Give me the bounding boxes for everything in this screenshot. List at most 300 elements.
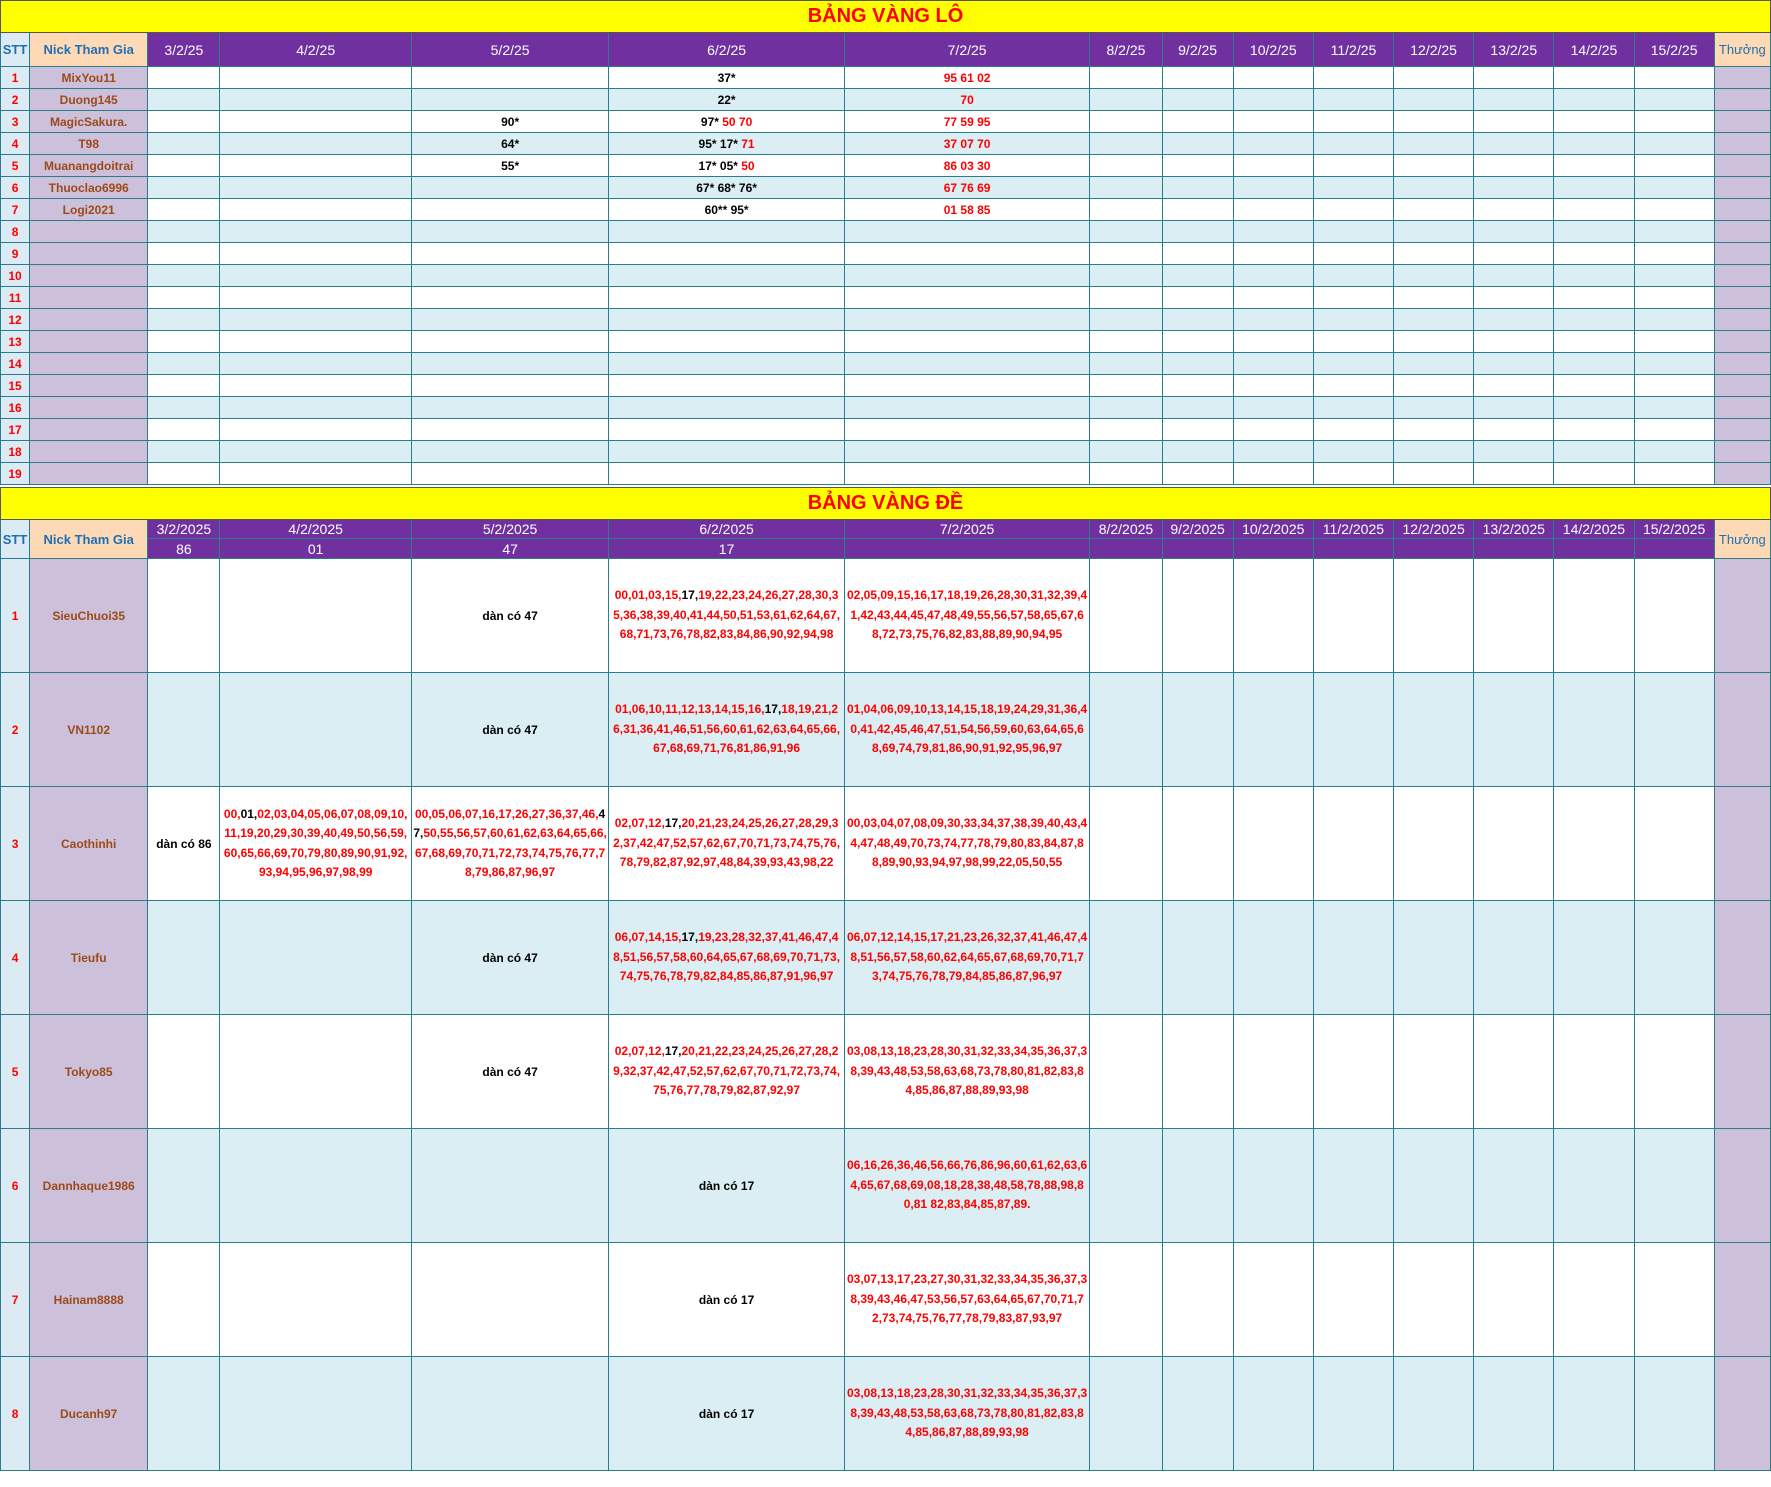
de-pick-cell[interactable] bbox=[1313, 901, 1393, 1015]
lo-pick-cell[interactable] bbox=[1394, 221, 1474, 243]
lo-pick-cell[interactable] bbox=[1394, 375, 1474, 397]
lo-pick-cell[interactable] bbox=[411, 331, 608, 353]
lo-pick-cell[interactable] bbox=[1554, 221, 1634, 243]
lo-pick-cell[interactable] bbox=[1090, 463, 1162, 485]
de-pick-cell[interactable] bbox=[844, 1357, 1090, 1471]
reward-cell[interactable] bbox=[1714, 901, 1770, 1015]
lo-pick-cell[interactable] bbox=[1162, 287, 1233, 309]
reward-cell[interactable] bbox=[1714, 463, 1770, 485]
lo-pick-cell[interactable] bbox=[1634, 331, 1714, 353]
lo-pick-cell[interactable] bbox=[220, 221, 411, 243]
lo-pick-cell[interactable] bbox=[844, 67, 1090, 89]
lo-pick-cell[interactable] bbox=[1554, 419, 1634, 441]
de-pick-cell[interactable] bbox=[411, 559, 608, 673]
de-pick-cell[interactable] bbox=[1634, 1357, 1714, 1471]
lo-pick-cell[interactable] bbox=[1634, 463, 1714, 485]
lo-pick-cell[interactable] bbox=[1233, 243, 1313, 265]
lo-pick-cell[interactable] bbox=[1554, 309, 1634, 331]
lo-pick-cell[interactable] bbox=[1233, 133, 1313, 155]
lo-pick-cell[interactable] bbox=[1394, 177, 1474, 199]
lo-pick-cell[interactable] bbox=[411, 397, 608, 419]
player-nick[interactable]: Duong145 bbox=[30, 89, 148, 111]
lo-pick-cell[interactable] bbox=[1554, 199, 1634, 221]
lo-pick-cell[interactable] bbox=[1233, 155, 1313, 177]
lo-pick-cell[interactable] bbox=[1090, 111, 1162, 133]
lo-pick-cell[interactable] bbox=[1313, 133, 1393, 155]
de-pick-cell[interactable] bbox=[1394, 1015, 1474, 1129]
lo-pick-cell[interactable] bbox=[1634, 177, 1714, 199]
lo-pick-cell[interactable] bbox=[1634, 265, 1714, 287]
de-pick-cell[interactable] bbox=[220, 1243, 411, 1357]
de-pick-cell[interactable] bbox=[1233, 1243, 1313, 1357]
reward-cell[interactable] bbox=[1714, 559, 1770, 673]
lo-pick-cell[interactable] bbox=[1554, 67, 1634, 89]
lo-pick-cell[interactable] bbox=[609, 265, 845, 287]
lo-pick-cell[interactable] bbox=[1474, 287, 1554, 309]
de-pick-cell[interactable] bbox=[1162, 1129, 1233, 1243]
lo-pick-cell[interactable] bbox=[220, 155, 411, 177]
reward-cell[interactable] bbox=[1714, 309, 1770, 331]
de-pick-cell[interactable] bbox=[148, 1129, 220, 1243]
de-pick-cell[interactable] bbox=[1162, 1357, 1233, 1471]
lo-pick-cell[interactable] bbox=[1090, 419, 1162, 441]
lo-pick-cell[interactable] bbox=[411, 111, 608, 133]
lo-pick-cell[interactable] bbox=[148, 265, 220, 287]
lo-pick-cell[interactable] bbox=[1554, 331, 1634, 353]
lo-pick-cell[interactable] bbox=[411, 463, 608, 485]
player-nick[interactable] bbox=[30, 265, 148, 287]
de-pick-cell[interactable] bbox=[1474, 1015, 1554, 1129]
player-nick[interactable] bbox=[30, 397, 148, 419]
reward-cell[interactable] bbox=[1714, 287, 1770, 309]
de-pick-cell[interactable] bbox=[1090, 673, 1162, 787]
lo-pick-cell[interactable] bbox=[411, 375, 608, 397]
player-nick[interactable]: VN1102 bbox=[30, 673, 148, 787]
lo-pick-cell[interactable] bbox=[220, 265, 411, 287]
lo-pick-cell[interactable] bbox=[1313, 177, 1393, 199]
de-pick-cell[interactable] bbox=[1634, 1015, 1714, 1129]
de-pick-cell[interactable] bbox=[1554, 1243, 1634, 1357]
lo-pick-cell[interactable] bbox=[1554, 353, 1634, 375]
de-pick-cell[interactable] bbox=[220, 901, 411, 1015]
lo-pick-cell[interactable] bbox=[411, 287, 608, 309]
lo-pick-cell[interactable] bbox=[220, 243, 411, 265]
de-pick-cell[interactable] bbox=[1634, 1129, 1714, 1243]
de-pick-cell[interactable] bbox=[609, 901, 845, 1015]
lo-pick-cell[interactable] bbox=[1233, 441, 1313, 463]
de-pick-cell[interactable] bbox=[1394, 559, 1474, 673]
de-pick-cell[interactable] bbox=[1313, 1129, 1393, 1243]
lo-pick-cell[interactable] bbox=[1394, 287, 1474, 309]
de-pick-cell[interactable] bbox=[1162, 787, 1233, 901]
reward-cell[interactable] bbox=[1714, 133, 1770, 155]
lo-pick-cell[interactable] bbox=[411, 89, 608, 111]
lo-pick-cell[interactable] bbox=[1634, 397, 1714, 419]
lo-pick-cell[interactable] bbox=[844, 155, 1090, 177]
lo-pick-cell[interactable] bbox=[1233, 309, 1313, 331]
de-pick-cell[interactable] bbox=[609, 1129, 845, 1243]
lo-pick-cell[interactable] bbox=[148, 243, 220, 265]
lo-pick-cell[interactable] bbox=[1162, 155, 1233, 177]
de-pick-cell[interactable] bbox=[1090, 787, 1162, 901]
lo-pick-cell[interactable] bbox=[1394, 265, 1474, 287]
lo-pick-cell[interactable] bbox=[148, 441, 220, 463]
lo-pick-cell[interactable] bbox=[609, 331, 845, 353]
lo-pick-cell[interactable] bbox=[1090, 309, 1162, 331]
lo-pick-cell[interactable] bbox=[220, 375, 411, 397]
lo-pick-cell[interactable] bbox=[1634, 375, 1714, 397]
lo-pick-cell[interactable] bbox=[844, 353, 1090, 375]
player-nick[interactable]: Tieufu bbox=[30, 901, 148, 1015]
de-pick-cell[interactable] bbox=[1162, 1243, 1233, 1357]
lo-pick-cell[interactable] bbox=[148, 463, 220, 485]
lo-pick-cell[interactable] bbox=[1394, 133, 1474, 155]
de-pick-cell[interactable] bbox=[844, 1015, 1090, 1129]
de-pick-cell[interactable] bbox=[220, 1129, 411, 1243]
de-pick-cell[interactable] bbox=[1162, 673, 1233, 787]
lo-pick-cell[interactable] bbox=[1162, 309, 1233, 331]
de-pick-cell[interactable] bbox=[1474, 673, 1554, 787]
lo-pick-cell[interactable] bbox=[844, 331, 1090, 353]
de-pick-cell[interactable] bbox=[844, 1129, 1090, 1243]
lo-pick-cell[interactable] bbox=[1313, 419, 1393, 441]
lo-pick-cell[interactable] bbox=[1162, 67, 1233, 89]
lo-pick-cell[interactable] bbox=[844, 89, 1090, 111]
lo-pick-cell[interactable] bbox=[411, 221, 608, 243]
lo-pick-cell[interactable] bbox=[220, 133, 411, 155]
de-pick-cell[interactable] bbox=[1313, 559, 1393, 673]
de-pick-cell[interactable] bbox=[1554, 559, 1634, 673]
de-pick-cell[interactable] bbox=[1090, 1357, 1162, 1471]
lo-pick-cell[interactable] bbox=[220, 287, 411, 309]
lo-pick-cell[interactable] bbox=[1090, 221, 1162, 243]
lo-pick-cell[interactable] bbox=[148, 331, 220, 353]
lo-pick-cell[interactable] bbox=[609, 243, 845, 265]
lo-pick-cell[interactable] bbox=[411, 155, 608, 177]
lo-pick-cell[interactable] bbox=[148, 221, 220, 243]
de-pick-cell[interactable] bbox=[1313, 787, 1393, 901]
lo-pick-cell[interactable] bbox=[1233, 463, 1313, 485]
lo-pick-cell[interactable] bbox=[1162, 463, 1233, 485]
de-pick-cell[interactable] bbox=[148, 1357, 220, 1471]
de-pick-cell[interactable] bbox=[1634, 673, 1714, 787]
lo-pick-cell[interactable] bbox=[1634, 67, 1714, 89]
lo-pick-cell[interactable] bbox=[609, 177, 845, 199]
de-pick-cell[interactable] bbox=[1090, 1015, 1162, 1129]
de-pick-cell[interactable] bbox=[411, 673, 608, 787]
lo-pick-cell[interactable] bbox=[1313, 375, 1393, 397]
de-pick-cell[interactable] bbox=[1554, 1129, 1634, 1243]
de-pick-cell[interactable] bbox=[1162, 901, 1233, 1015]
lo-pick-cell[interactable] bbox=[609, 397, 845, 419]
lo-pick-cell[interactable] bbox=[844, 287, 1090, 309]
lo-pick-cell[interactable] bbox=[148, 309, 220, 331]
lo-pick-cell[interactable] bbox=[220, 111, 411, 133]
de-pick-cell[interactable] bbox=[148, 1015, 220, 1129]
lo-pick-cell[interactable] bbox=[1313, 287, 1393, 309]
lo-pick-cell[interactable] bbox=[1634, 287, 1714, 309]
de-pick-cell[interactable] bbox=[148, 901, 220, 1015]
lo-pick-cell[interactable] bbox=[1394, 89, 1474, 111]
reward-cell[interactable] bbox=[1714, 441, 1770, 463]
lo-pick-cell[interactable] bbox=[1090, 67, 1162, 89]
de-pick-cell[interactable] bbox=[1090, 901, 1162, 1015]
lo-pick-cell[interactable] bbox=[1090, 89, 1162, 111]
lo-pick-cell[interactable] bbox=[1474, 309, 1554, 331]
de-pick-cell[interactable] bbox=[844, 1243, 1090, 1357]
de-pick-cell[interactable] bbox=[1090, 1129, 1162, 1243]
lo-pick-cell[interactable] bbox=[1233, 111, 1313, 133]
lo-pick-cell[interactable] bbox=[844, 463, 1090, 485]
lo-pick-cell[interactable] bbox=[411, 353, 608, 375]
lo-pick-cell[interactable] bbox=[609, 89, 845, 111]
lo-pick-cell[interactable] bbox=[148, 155, 220, 177]
de-pick-cell[interactable] bbox=[1313, 1243, 1393, 1357]
lo-pick-cell[interactable] bbox=[1313, 199, 1393, 221]
lo-pick-cell[interactable] bbox=[609, 441, 845, 463]
player-nick[interactable]: Tokyo85 bbox=[30, 1015, 148, 1129]
lo-pick-cell[interactable] bbox=[1394, 199, 1474, 221]
lo-pick-cell[interactable] bbox=[1474, 177, 1554, 199]
reward-cell[interactable] bbox=[1714, 397, 1770, 419]
lo-pick-cell[interactable] bbox=[1162, 199, 1233, 221]
lo-pick-cell[interactable] bbox=[1162, 331, 1233, 353]
lo-pick-cell[interactable] bbox=[220, 441, 411, 463]
lo-pick-cell[interactable] bbox=[1474, 89, 1554, 111]
lo-pick-cell[interactable] bbox=[609, 155, 845, 177]
lo-pick-cell[interactable] bbox=[1313, 243, 1393, 265]
lo-pick-cell[interactable] bbox=[1474, 111, 1554, 133]
de-pick-cell[interactable] bbox=[220, 787, 411, 901]
lo-pick-cell[interactable] bbox=[148, 287, 220, 309]
lo-pick-cell[interactable] bbox=[220, 177, 411, 199]
lo-pick-cell[interactable] bbox=[1634, 89, 1714, 111]
reward-cell[interactable] bbox=[1714, 1243, 1770, 1357]
lo-pick-cell[interactable] bbox=[1554, 375, 1634, 397]
reward-cell[interactable] bbox=[1714, 419, 1770, 441]
lo-pick-cell[interactable] bbox=[1233, 265, 1313, 287]
de-pick-cell[interactable] bbox=[1394, 1243, 1474, 1357]
player-nick[interactable]: Dannhaque1986 bbox=[30, 1129, 148, 1243]
de-pick-cell[interactable] bbox=[1634, 559, 1714, 673]
lo-pick-cell[interactable] bbox=[220, 331, 411, 353]
de-pick-cell[interactable] bbox=[411, 1357, 608, 1471]
lo-pick-cell[interactable] bbox=[1233, 67, 1313, 89]
de-pick-cell[interactable] bbox=[1233, 1357, 1313, 1471]
lo-pick-cell[interactable] bbox=[1162, 177, 1233, 199]
lo-pick-cell[interactable] bbox=[844, 221, 1090, 243]
lo-pick-cell[interactable] bbox=[1394, 397, 1474, 419]
lo-pick-cell[interactable] bbox=[1554, 133, 1634, 155]
lo-pick-cell[interactable] bbox=[411, 441, 608, 463]
lo-pick-cell[interactable] bbox=[220, 199, 411, 221]
de-pick-cell[interactable] bbox=[1394, 901, 1474, 1015]
de-pick-cell[interactable] bbox=[1474, 787, 1554, 901]
lo-pick-cell[interactable] bbox=[1090, 265, 1162, 287]
lo-pick-cell[interactable] bbox=[1554, 287, 1634, 309]
lo-pick-cell[interactable] bbox=[1394, 331, 1474, 353]
lo-pick-cell[interactable] bbox=[220, 309, 411, 331]
lo-pick-cell[interactable] bbox=[844, 309, 1090, 331]
lo-pick-cell[interactable] bbox=[609, 199, 845, 221]
lo-pick-cell[interactable] bbox=[1474, 331, 1554, 353]
lo-pick-cell[interactable] bbox=[1090, 133, 1162, 155]
lo-pick-cell[interactable] bbox=[411, 419, 608, 441]
lo-pick-cell[interactable] bbox=[1474, 243, 1554, 265]
de-pick-cell[interactable] bbox=[1554, 787, 1634, 901]
de-pick-cell[interactable] bbox=[220, 559, 411, 673]
lo-pick-cell[interactable] bbox=[1554, 463, 1634, 485]
lo-pick-cell[interactable] bbox=[148, 375, 220, 397]
lo-pick-cell[interactable] bbox=[220, 463, 411, 485]
lo-pick-cell[interactable] bbox=[1313, 353, 1393, 375]
player-nick[interactable] bbox=[30, 441, 148, 463]
lo-pick-cell[interactable] bbox=[609, 287, 845, 309]
de-pick-cell[interactable] bbox=[1313, 1357, 1393, 1471]
lo-pick-cell[interactable] bbox=[148, 133, 220, 155]
lo-pick-cell[interactable] bbox=[1090, 375, 1162, 397]
lo-pick-cell[interactable] bbox=[1233, 419, 1313, 441]
lo-pick-cell[interactable] bbox=[844, 397, 1090, 419]
de-pick-cell[interactable] bbox=[1634, 1243, 1714, 1357]
lo-pick-cell[interactable] bbox=[844, 419, 1090, 441]
lo-pick-cell[interactable] bbox=[411, 309, 608, 331]
lo-pick-cell[interactable] bbox=[1233, 353, 1313, 375]
player-nick[interactable] bbox=[30, 221, 148, 243]
de-pick-cell[interactable] bbox=[1090, 559, 1162, 673]
reward-cell[interactable] bbox=[1714, 177, 1770, 199]
player-nick[interactable]: Hainam8888 bbox=[30, 1243, 148, 1357]
player-nick[interactable]: T98 bbox=[30, 133, 148, 155]
lo-pick-cell[interactable] bbox=[1313, 221, 1393, 243]
de-pick-cell[interactable] bbox=[1313, 1015, 1393, 1129]
lo-pick-cell[interactable] bbox=[1090, 155, 1162, 177]
lo-pick-cell[interactable] bbox=[1233, 287, 1313, 309]
lo-pick-cell[interactable] bbox=[609, 419, 845, 441]
lo-pick-cell[interactable] bbox=[1474, 353, 1554, 375]
player-nick[interactable]: MixYou11 bbox=[30, 67, 148, 89]
player-nick[interactable] bbox=[30, 309, 148, 331]
lo-pick-cell[interactable] bbox=[1474, 221, 1554, 243]
de-pick-cell[interactable] bbox=[1162, 1015, 1233, 1129]
reward-cell[interactable] bbox=[1714, 375, 1770, 397]
de-pick-cell[interactable] bbox=[1634, 787, 1714, 901]
reward-cell[interactable] bbox=[1714, 199, 1770, 221]
lo-pick-cell[interactable] bbox=[1090, 331, 1162, 353]
lo-pick-cell[interactable] bbox=[1233, 89, 1313, 111]
lo-pick-cell[interactable] bbox=[609, 67, 845, 89]
reward-cell[interactable] bbox=[1714, 353, 1770, 375]
lo-pick-cell[interactable] bbox=[1634, 243, 1714, 265]
lo-pick-cell[interactable] bbox=[148, 111, 220, 133]
reward-cell[interactable] bbox=[1714, 1357, 1770, 1471]
de-pick-cell[interactable] bbox=[609, 1357, 845, 1471]
lo-pick-cell[interactable] bbox=[1313, 397, 1393, 419]
lo-pick-cell[interactable] bbox=[1394, 419, 1474, 441]
lo-pick-cell[interactable] bbox=[1634, 309, 1714, 331]
de-pick-cell[interactable] bbox=[1233, 787, 1313, 901]
lo-pick-cell[interactable] bbox=[1474, 419, 1554, 441]
lo-pick-cell[interactable] bbox=[220, 419, 411, 441]
lo-pick-cell[interactable] bbox=[1313, 265, 1393, 287]
lo-pick-cell[interactable] bbox=[411, 133, 608, 155]
player-nick[interactable]: Muanangdoitrai bbox=[30, 155, 148, 177]
lo-pick-cell[interactable] bbox=[1554, 441, 1634, 463]
lo-pick-cell[interactable] bbox=[1394, 309, 1474, 331]
lo-pick-cell[interactable] bbox=[1313, 463, 1393, 485]
lo-pick-cell[interactable] bbox=[1634, 441, 1714, 463]
de-pick-cell[interactable] bbox=[148, 787, 220, 901]
lo-pick-cell[interactable] bbox=[148, 419, 220, 441]
de-pick-cell[interactable] bbox=[1313, 673, 1393, 787]
lo-pick-cell[interactable] bbox=[1233, 177, 1313, 199]
player-nick[interactable] bbox=[30, 243, 148, 265]
lo-pick-cell[interactable] bbox=[609, 309, 845, 331]
lo-pick-cell[interactable] bbox=[1474, 155, 1554, 177]
player-nick[interactable] bbox=[30, 353, 148, 375]
lo-pick-cell[interactable] bbox=[1634, 155, 1714, 177]
player-nick[interactable]: Logi2021 bbox=[30, 199, 148, 221]
reward-cell[interactable] bbox=[1714, 221, 1770, 243]
lo-pick-cell[interactable] bbox=[1634, 353, 1714, 375]
lo-pick-cell[interactable] bbox=[844, 177, 1090, 199]
lo-pick-cell[interactable] bbox=[1233, 221, 1313, 243]
lo-pick-cell[interactable] bbox=[1313, 309, 1393, 331]
lo-pick-cell[interactable] bbox=[148, 353, 220, 375]
lo-pick-cell[interactable] bbox=[220, 397, 411, 419]
de-pick-cell[interactable] bbox=[1162, 559, 1233, 673]
de-pick-cell[interactable] bbox=[411, 901, 608, 1015]
lo-pick-cell[interactable] bbox=[1554, 243, 1634, 265]
lo-pick-cell[interactable] bbox=[609, 221, 845, 243]
reward-cell[interactable] bbox=[1714, 1015, 1770, 1129]
lo-pick-cell[interactable] bbox=[1162, 89, 1233, 111]
de-pick-cell[interactable] bbox=[844, 559, 1090, 673]
lo-pick-cell[interactable] bbox=[1162, 111, 1233, 133]
lo-pick-cell[interactable] bbox=[148, 89, 220, 111]
lo-pick-cell[interactable] bbox=[1162, 397, 1233, 419]
lo-pick-cell[interactable] bbox=[411, 199, 608, 221]
de-pick-cell[interactable] bbox=[1394, 787, 1474, 901]
lo-pick-cell[interactable] bbox=[220, 67, 411, 89]
lo-pick-cell[interactable] bbox=[1474, 463, 1554, 485]
lo-pick-cell[interactable] bbox=[1554, 397, 1634, 419]
lo-pick-cell[interactable] bbox=[1634, 111, 1714, 133]
reward-cell[interactable] bbox=[1714, 1129, 1770, 1243]
lo-pick-cell[interactable] bbox=[1394, 441, 1474, 463]
lo-pick-cell[interactable] bbox=[148, 67, 220, 89]
lo-pick-cell[interactable] bbox=[1162, 221, 1233, 243]
de-pick-cell[interactable] bbox=[411, 1129, 608, 1243]
lo-pick-cell[interactable] bbox=[1474, 67, 1554, 89]
lo-pick-cell[interactable] bbox=[844, 133, 1090, 155]
de-pick-cell[interactable] bbox=[1233, 901, 1313, 1015]
lo-pick-cell[interactable] bbox=[1090, 441, 1162, 463]
de-pick-cell[interactable] bbox=[148, 1243, 220, 1357]
lo-pick-cell[interactable] bbox=[844, 199, 1090, 221]
player-nick[interactable] bbox=[30, 331, 148, 353]
de-pick-cell[interactable] bbox=[1233, 559, 1313, 673]
de-pick-cell[interactable] bbox=[220, 1015, 411, 1129]
de-pick-cell[interactable] bbox=[1233, 673, 1313, 787]
lo-pick-cell[interactable] bbox=[1394, 111, 1474, 133]
de-pick-cell[interactable] bbox=[1394, 1357, 1474, 1471]
de-pick-cell[interactable] bbox=[411, 1015, 608, 1129]
lo-pick-cell[interactable] bbox=[148, 397, 220, 419]
lo-pick-cell[interactable] bbox=[844, 441, 1090, 463]
de-pick-cell[interactable] bbox=[844, 787, 1090, 901]
lo-pick-cell[interactable] bbox=[1313, 155, 1393, 177]
